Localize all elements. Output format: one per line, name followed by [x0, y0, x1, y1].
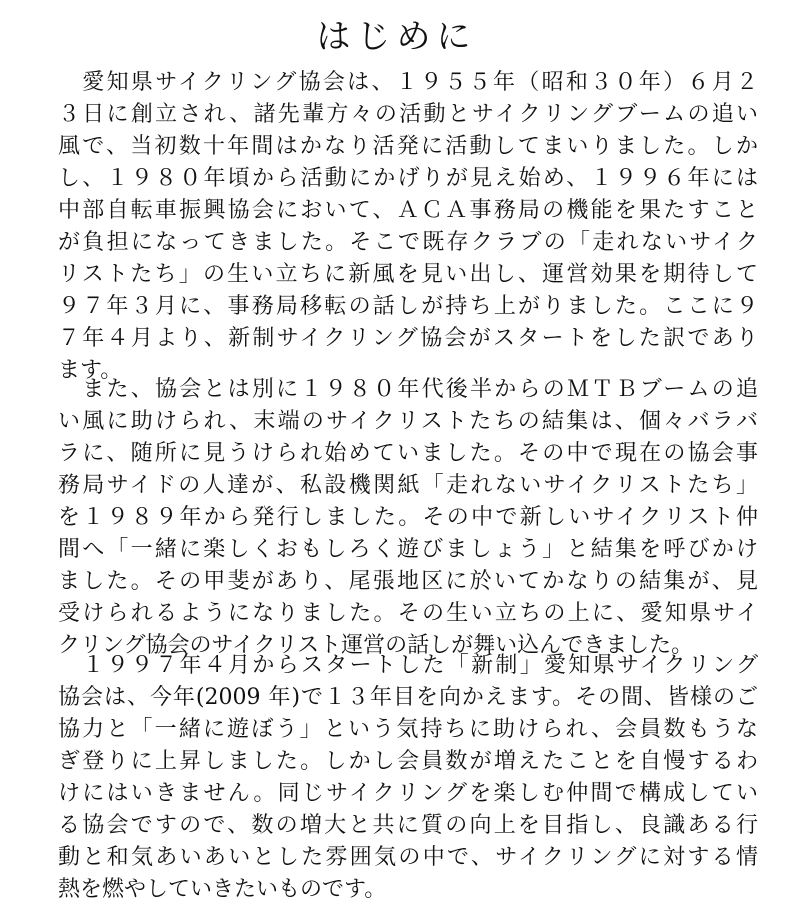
paragraph-line: ぎ登りに上昇しました。しかし会員数が増えたことを自慢するわ — [58, 749, 758, 774]
paragraph-line: 協会は、今年(2009 年)で１３年目を向かえます。その間、皆様のご — [58, 685, 758, 710]
paragraph-line: 愛知県サイクリング協会は、１９５５年（昭和３０年）６月２ — [58, 70, 758, 95]
paragraph-line: を１９８９年から発行しました。その中で新しいサイクリスト仲 — [58, 505, 758, 530]
paragraph-line: １９９７年４月からスタートした「新制」愛知県サイクリング — [58, 653, 758, 678]
paragraph-line: い風に助けられ、末端のサイクリストたちの結集は、個々バラバ — [58, 409, 758, 434]
paragraph-line: 熱を燃やしていきたいものです。 — [58, 877, 387, 902]
paragraph-line: 協力と「一緒に遊ぼう」という気持ちに助けられ、会員数もうな — [58, 717, 758, 742]
paragraph-line: 務局サイドの人達が、私設機関紙「走れないサイクリストたち」 — [58, 473, 758, 498]
paragraph-line: ます。 — [58, 358, 123, 383]
paragraph-line: けにはいきません。同じサイクリングを楽しむ仲間で構成してい — [58, 781, 758, 806]
paragraph-line: ７年４月より、新制サイクリング協会がスタートをした訳であり — [58, 326, 758, 351]
paragraph-line: ました。その甲斐があり、尾張地区に於いてかなりの結集が、見 — [58, 569, 758, 594]
paragraph-line: 間へ「一緒に楽しくおもしろく遊びましょう」と結集を呼びかけ — [58, 537, 758, 562]
paragraph-line: し、１９８０年頃から活動にかげりが見え始め、１９９６年には — [58, 166, 758, 191]
paragraph-founding-history — [58, 67, 758, 387]
paragraph-line: 動と和気あいあいとした雰囲気の中で、サイクリングに対する情 — [58, 845, 758, 870]
paragraph-line: る協会ですので、数の増大と共に質の向上を目指し、良識ある行 — [58, 813, 758, 838]
paragraph-line: リストたち」の生い立ちに新風を見い出し、運営効果を期待して — [58, 262, 758, 287]
page-title: はじめに — [316, 17, 477, 57]
paragraph-line: 受けられるようになりました。その生い立ちの上に、愛知県サイ — [58, 601, 758, 626]
paragraph-line: 風で、当初数十年間はかなり活発に活動してまいりました。しか — [58, 134, 758, 159]
paragraph-mtb-boom — [58, 374, 758, 662]
paragraph-line: ９７年３月に、事務局移転の話しが持ち上がりました。ここに９ — [58, 294, 758, 319]
paragraph-line: また、協会とは別に１９８０年代後半からのＭＴＢブームの追 — [58, 377, 758, 402]
paragraph-line: ３日に創立され、諸先輩方々の活動とサイクリングブームの追い — [58, 102, 758, 127]
paragraph-line: クリング協会のサイクリスト運営の話しが舞い込んできました。 — [58, 633, 694, 658]
paragraph-line: ラに、随所に見うけられ始めていました。その中で現在の協会事 — [58, 441, 758, 466]
paragraph-line: 中部自転車振興協会において、ＡＣＡ事務局の機能を果たすこと — [58, 198, 758, 223]
paragraph-new-association — [58, 650, 758, 906]
paragraph-line: が負担になってきました。そこで既存クラブの「走れないサイク — [58, 230, 758, 255]
